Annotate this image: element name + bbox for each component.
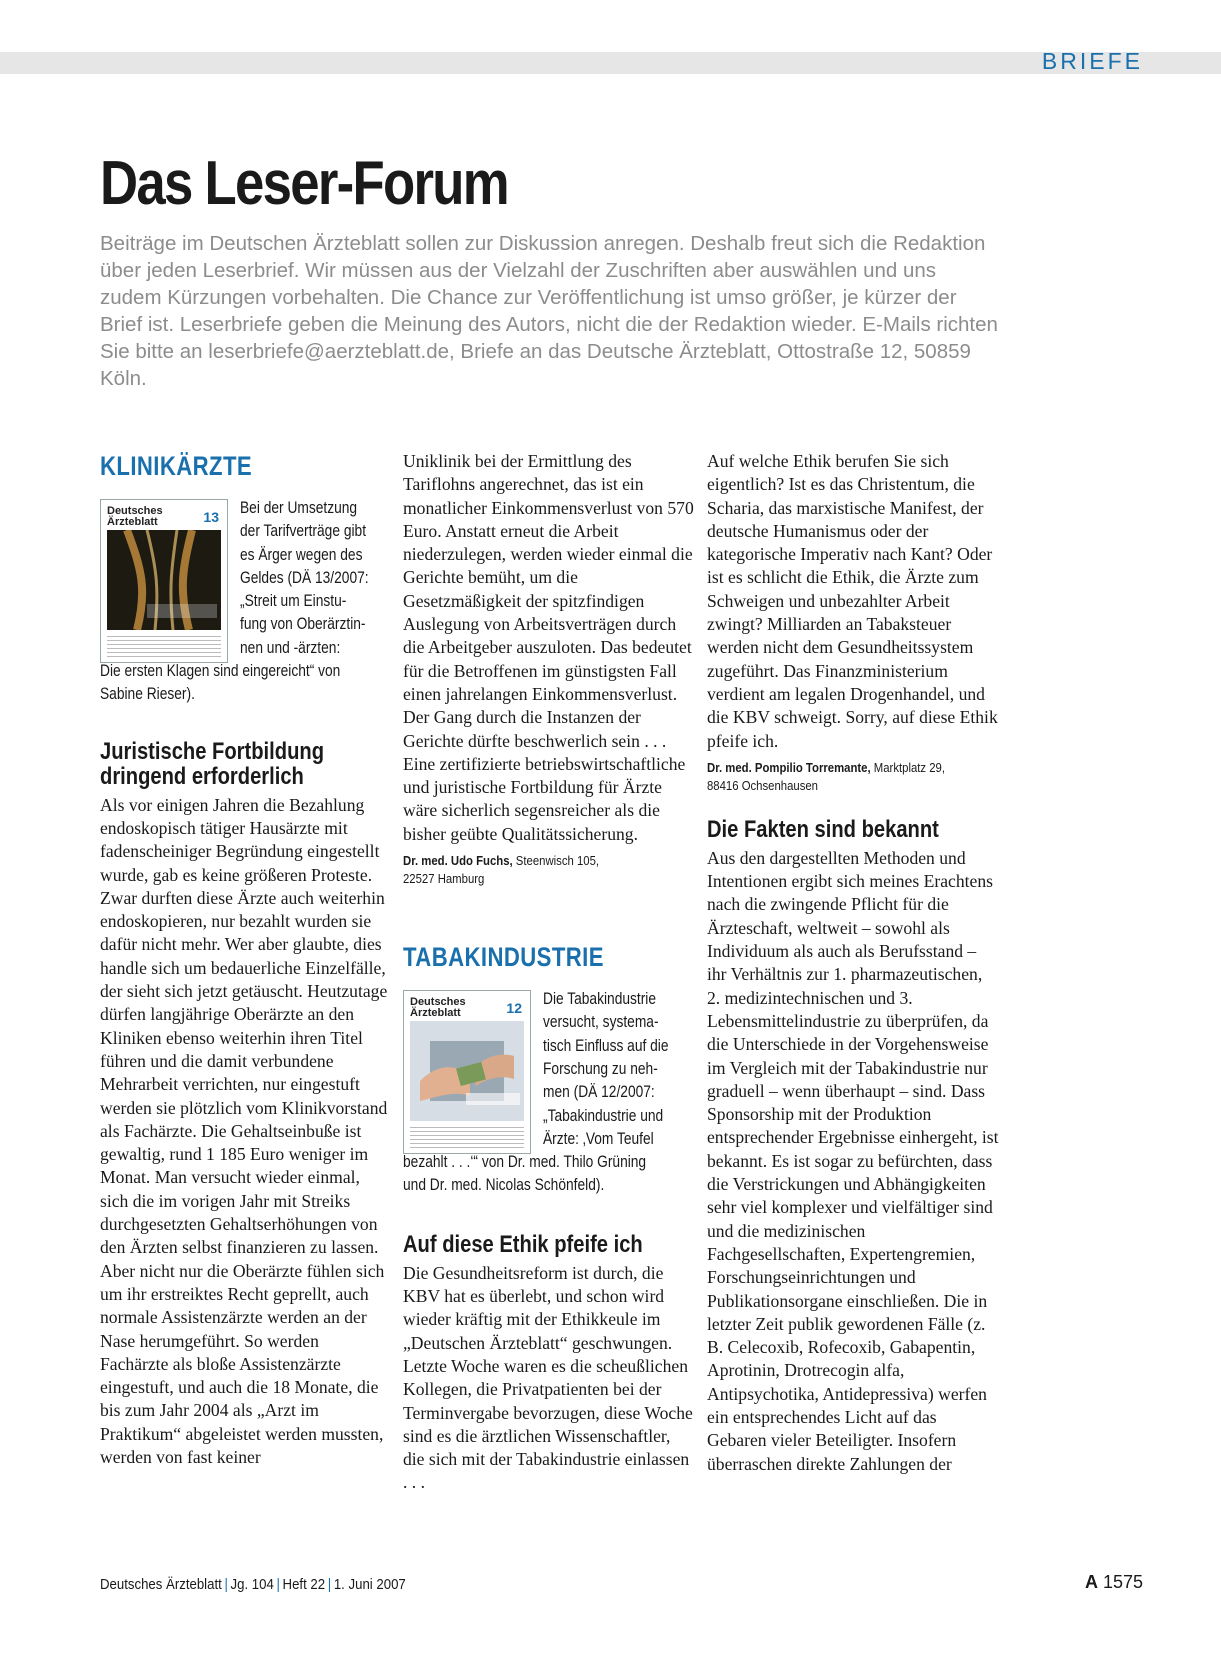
- cover-brand: Deutsches Ärzteblatt: [107, 505, 163, 528]
- footer-journal: Deutsches Ärzteblatt: [100, 1576, 222, 1593]
- page-number: [1085, 1572, 1143, 1593]
- letter-signature: [403, 852, 695, 888]
- teaser-line: men (DÄ 12/2007:: [543, 1083, 655, 1102]
- column-1: [100, 451, 390, 1469]
- teaser-line: „Tabakindustrie und: [543, 1106, 664, 1125]
- footer-issue: Heft 22: [282, 1576, 326, 1593]
- column-3: [707, 450, 999, 1476]
- signature-city: 88416 Ochsenhausen: [707, 777, 818, 793]
- kicker-klinikaerzte: KLINIKÄRZTE: [100, 451, 253, 481]
- column-2: [403, 450, 695, 1495]
- signature-address: Marktplatz 29,: [870, 759, 946, 775]
- signature-name: Dr. med. Udo Fuchs,: [403, 853, 513, 869]
- signature-city: 22527 Hamburg: [403, 871, 485, 887]
- intro-text: Beiträge im Deutschen Ärzteblatt sollen zur Diskussion anregen. Deshalb freut sich die Redaktion über jeden Leserbrief. Wir müssen aus der Vielzahl der Zuschriften aber auswählen und uns zudem Kürzungen vorbehalten. Die Chance zur Veröffentlichung ist umso größer, je kürzer der Brief ist. Leserbriefe geben die Meinung des Autors, nicht die der Redaktion wieder. E-Mails richten Sie bitte an leserbriefe@aerzteblatt.de, Briefe an das Deutsche Ärzteblatt, Ottostraße 12, 50859 Köln.: [100, 232, 998, 390]
- teaser-text-klinik: [240, 497, 390, 660]
- letter-heading-ethik: Auf diese Ethik pfeife ich: [403, 1230, 643, 1258]
- footer-volume: Jg. 104: [230, 1576, 274, 1593]
- teaser-line: fung von Oberärztin-: [240, 615, 366, 634]
- footer-date: 1. Juni 2007: [333, 1576, 406, 1593]
- teaser-line: der Tarifverträge gibt: [240, 522, 367, 541]
- letter-body: Uniklinik bei der Ermittlung des Tariflohns angerechnet, das ist ein monatlicher Einkommensverlust von 570 Euro. Anstatt erneut die Arbeit niederzulegen, werden wieder einmal die Gerichte bemüht, um die Gesetzmäßigkeit der spitzfindigen Auslegung von Arbeitsverträgen durch die Arbeitgeber auszuloten. Das bedeutet für die Betroffenen im günstigsten Fall einen jahrelangen Einkommensverlust. Der Gang durch die Instanzen der Gerichte dürfte beschwerlich sein . . . Eine zertifizierte betriebswirtschaftliche und juristische Fortbildung für Ärzte wäre sicherlich segensreicher als die bisher geübte Qualitätssicherung.: [403, 451, 694, 844]
- letter-body: Die Gesundheitsreform ist durch, die KBV hat es überlebt, und schon wird wieder kräftig mit der Ethikkeule im „Deutschen Ärzteblatt“ geschwungen. Letzte Woche waren es die scheußlichen Kollegen, die Privatpatienten bei der Terminvergabe bevorzugen, diese Woche sind es die ärztlichen Wissenschaftler, die sich mit der Tabakindustrie einlassen . . .: [403, 1262, 693, 1493]
- teaser-line: Die ersten Klagen sind eingereicht“ von: [100, 662, 341, 681]
- teaser-klinikaerzte: [100, 497, 390, 707]
- teaser-line: Sabine Rieser).: [100, 685, 195, 704]
- teaser-line: Die Tabakindustrie: [543, 990, 657, 1009]
- cover-issue-number: 13: [203, 509, 219, 525]
- teaser-line: und Dr. med. Nicolas Schönfeld).: [403, 1176, 605, 1195]
- cover-money-hands-image: [410, 1021, 524, 1121]
- teaser-text-klinik-cont: [100, 660, 390, 707]
- letter-body: Auf welche Ethik berufen Sie sich eigentlich? Ist es das Christentum, die Scharia, das marxistische Manifest, der deutsche Humanismus oder der kategorische Imperativ nach Kant? Oder ist es schlicht die Ethik, die Ärzte zum Schweigen und unbezahlter Arbeit zwingt? Milliarden an Tabaksteuer werden nicht dem Gesundheitssystem zugeführt. Das Finanzministerium verdient am legalen Drogenhandel, und die KBV schweigt. Sorry, auf diese Ethik pfeife ich.: [707, 451, 998, 751]
- letter-body: Aus den dargestellten Methoden und Intentionen ergibt sich meines Erachtens nach die zwingende Pflicht für die Ärzteschaft, weltweit – sowohl als Individuum als auch als Berufsstand – ihr Verhältnis zur 1. pharmazeutischen, 2. medizintechnischen und 3. Lebensmittelindustrie zu überprüfen, da die Unterschiede in der Vorgehensweise im Vergleich mit der Tabakindustrie nur graduell – wenn überhaupt – sind. Dass Sponsorship mit der Produktion entsprechender Ergebnisse einhergeht, ist bekannt. Es ist sogar zu befürchten, dass die Verstrickungen und Abhängigkeiten sehr viel komplexer und vielfältiger sind und die medizinischen Fachgesellschaften, Expertengremien, Forschungseinrichtungen und Publikationsorgane einschließen. Die in letzter Zeit publik gewordenen Fälle (z. B. Celecoxib, Rofecoxib, Gabapentin, Aprotinin, Drotrecogin alfa, Antipsychotika, Antidepressiva) werfen ein entsprechendes Licht auf das Gebaren vieler Beteiligter. Insofern überraschen direkte Zahlungen der: [707, 847, 999, 1474]
- signature-name: Dr. med. Pompilio Torremante,: [707, 759, 871, 775]
- page-title: Das Leser-Forum: [100, 149, 508, 218]
- teaser-line: es Ärger wegen des: [240, 545, 363, 564]
- cover-brand: Deutsches Ärzteblatt: [410, 996, 466, 1020]
- cover-footer-text: [410, 1127, 524, 1149]
- teaser-line: „Streit um Einstu-: [240, 592, 347, 611]
- teaser-tabakindustrie: [403, 988, 695, 1198]
- letter-signature: [707, 759, 999, 795]
- cover-xray-legs-image: [107, 530, 221, 630]
- cover-issue-number: 12: [506, 1000, 522, 1017]
- teaser-line: Geldes (DÄ 13/2007:: [240, 568, 369, 587]
- teaser-line: versucht, systema-: [543, 1013, 659, 1032]
- teaser-line: nen und -ärzten:: [240, 638, 341, 657]
- teaser-line: bezahlt . . .‘“ von Dr. med. Thilo Grüning: [403, 1153, 647, 1172]
- teaser-line: Forschung zu neh-: [543, 1059, 658, 1078]
- section-label: BRIEFE: [1041, 48, 1143, 74]
- magazine-cover-13: [100, 499, 228, 663]
- teaser-line: tisch Einfluss auf die: [543, 1036, 669, 1055]
- header-bar: [0, 52, 1221, 74]
- letter-heading-fakten: Die Fakten sind bekannt: [707, 815, 939, 843]
- teaser-text-tabak-cont: [403, 1151, 695, 1198]
- teaser-text-tabak: [543, 988, 695, 1151]
- page-number-value: 1575: [1102, 1572, 1143, 1592]
- cover-footer-text: [107, 636, 221, 658]
- page-footer: Deutsches Ärzteblatt | Jg. 104 | Heft 22 | 1. Juni 2007: [100, 1576, 406, 1593]
- teaser-line: Ärzte: ‚Vom Teufel: [543, 1129, 654, 1148]
- teaser-line: Bei der Umsetzung: [240, 499, 358, 517]
- letter-body: Als vor einigen Jahren die Bezahlung endoskopisch tätiger Hausärzte mit fadenscheiniger Begründung eingestellt wurde, gab es keine größeren Proteste. Zwar durften diese Ärzte auch weiterhin endoskopieren, nur bezahlt wurden sie dafür nicht mehr. Wer aber glaubte, dies handle sich um bedauerliche Einzelfälle, der sieht sich jetzt getäuscht. Heutzutage dürfen langjährige Oberärzte an den Kliniken ebenso weiterhin ihren Titel führen und die damit verbundene Mehrarbeit verrichten, nur eingestuft werden sie plötzlich vom Klinikvorstand als Fachärzte. Die Gehaltseinbuße ist gewaltig, rund 1 185 Euro weniger im Monat. Man versucht wieder einmal, sich die im vorigen Jahr mit Streiks durchgesetzten Gehaltserhöhungen von den Ärzten selbst finanzieren zu lassen. Aber nicht nur die Oberärzte fühlen sich um ihr erstreiktes Recht geprellt, auch normale Assistenzärzte werden an der Nase herumgeführt. So werden Fachärzte als bloße Assistenzärzte eingestuft, und auch die 18 Monate, die bis zum Jahr 2004 als „Arzt im Praktikum“ abgeleistet werden mussten, werden von fast keiner: [100, 794, 388, 1467]
- magazine-cover-12: [403, 990, 531, 1154]
- letter-heading-juristische-fortbildung: Juristische Fortbildung dringend erforderlich: [100, 737, 325, 790]
- page-prefix: A: [1084, 1572, 1098, 1592]
- signature-address: Steenwisch 105,: [512, 853, 600, 869]
- kicker-tabakindustrie: TABAKINDUSTRIE: [403, 942, 604, 973]
